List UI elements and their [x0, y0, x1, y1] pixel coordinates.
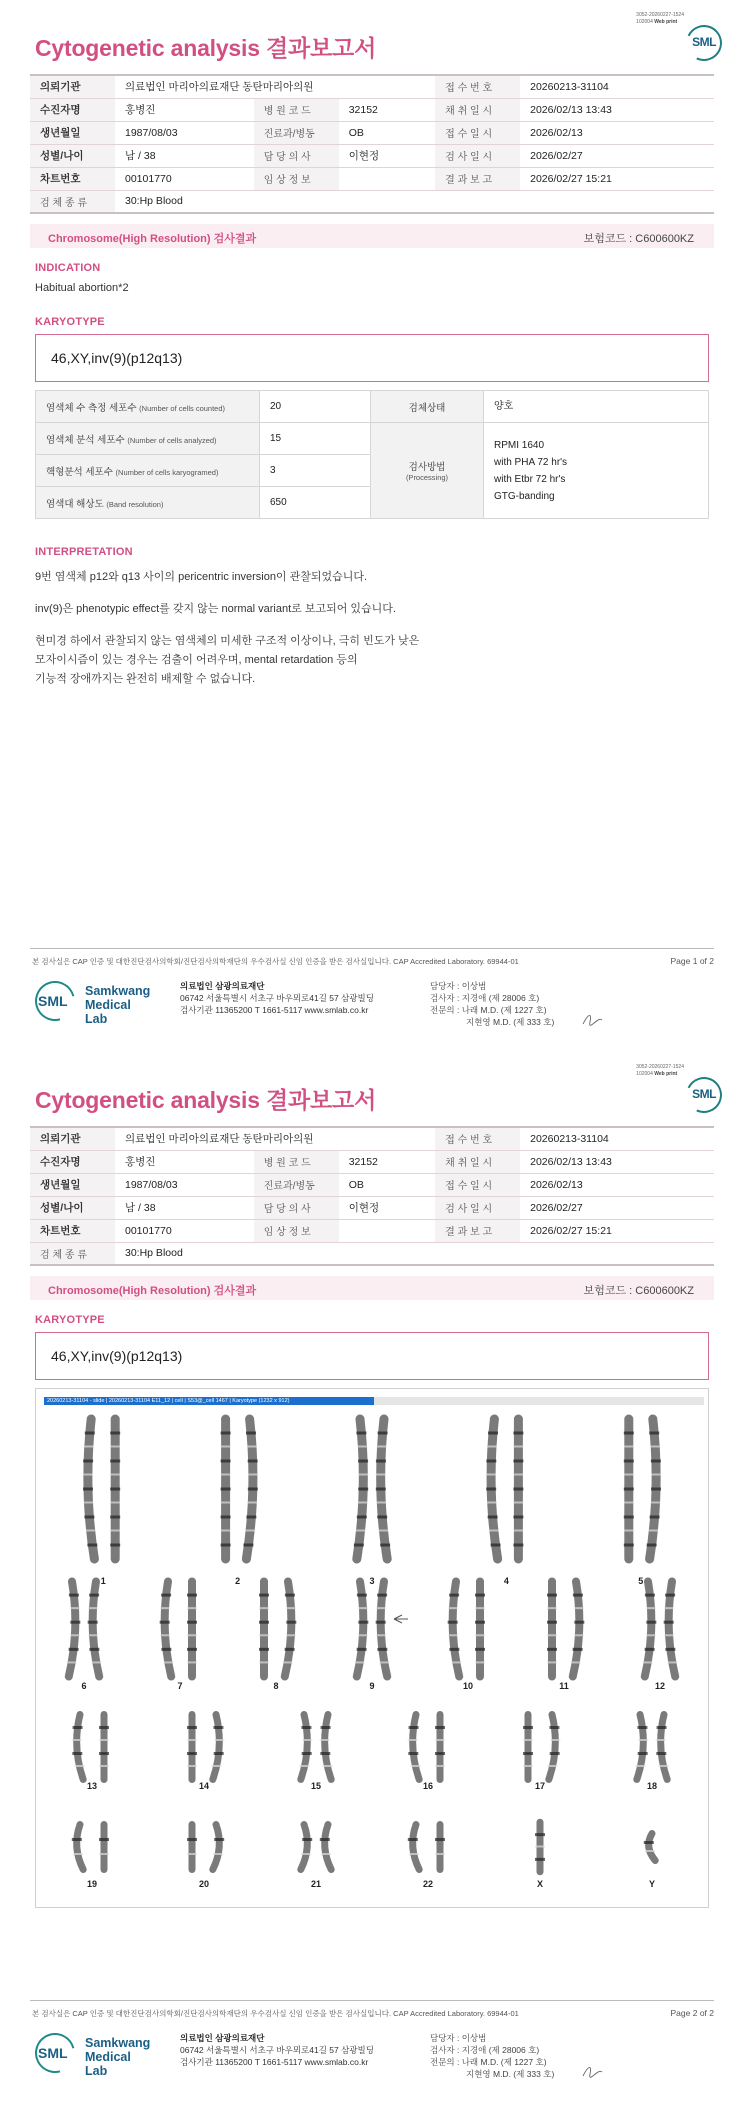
chromosome-pair-21 — [301, 1825, 331, 1890]
chromosome-pair-15 — [300, 1715, 333, 1792]
chromosome-label: 15 — [310, 1781, 322, 1791]
report-page-1: 3052-20260227-1524 102004 Web print Cytogenetic analysis 결과보고서 SML 의뢰기관 의료법인 마리아의료재단 동탄마리아의원 접 수 번 호 20260213-31104 수진자명 홍병진 병 원 코 드 32152 채 취 일 시 2026/02/13 13:43 생년월일 1987/08/03 진료과/병동 OB 접 수 일 시 2026/02/13 성별/나이 남 / 38 담 당 의 사 이현정 검 사 일 시 2026/02/27 차트번호 00101770 임 상 정 보 결 과 보 고 2026/02/27 15:21 검 체 종 류 30:Hp Blood Chromosome(High Resolution) 검사결과 보험코드 : C600600KZ INDICATION Habitual abortion*2 KARYOTYPE 46,XY,inv(9)(p12q13) 염색체 수 측정 세포수 (Number of cells counted) 20 검체상태 양호 염색체 분석 세포수 (Number of cells analyzed) 15 검사방법 (Processing) RPMI 1640 with PHA 72 hr's with Etbr 72 hr's GTG-banding 핵형분석 세포수 (Number of cells karyogramed) 3 염색대 해상도 (Band resolution) 650 INTERPRETATION 9번 염색체 p12와 q13 사이의 pericentric inversion이 관찰되었습니다. inv(9)은 phenotypic effect를 갖지 않는 normal variant로 보고되어 있습니다. 현미경 하에서 관찰되지 않는 염색체의 미세한 구조적 이상이나, 극히 빈도가 낮은 모자이시즘이 있는 경우는 검출이 어려우며, mental retardation 등의 기능적 장애까지는 완전히 배제할 수 없습니다. 본 검사실은 CAP 인증 및 대한진단검사의학회/진단검사의학재단의 우수검사실 신임 인증을 받은 검사실입니다. CAP Accredited Laboratory. 69944-01 Page 1 of 2 SML Samkwang Medical Lab 의료법인 삼광의료재단 06742 서울특별시 서초구 바우뫼로41길 57 삼광빌딩 검사기관 11365200 T 1661-5117 www.smlab.co.kr 담당자 : 이상범 검사자 : 지경애 (제 28006 호) 전문의 : 나래 M.D. (제 1227 호) 지현영 M.D. (제 333 호) — [0, 0, 744, 1052]
result-section-bar: Chromosome(High Resolution) 검사결과 보험코드 : C600600KZ — [30, 1276, 714, 1300]
chromosome-pair-2 — [221, 1419, 258, 1586]
chromosome-pair-18 — [636, 1715, 669, 1792]
karyotype-heading: KARYOTYPE — [35, 1314, 105, 1326]
interpretation-heading: INTERPRETATION — [35, 546, 133, 558]
chromosome-pair-11 — [547, 1582, 584, 1692]
chromosome-label: 6 — [81, 1681, 87, 1691]
chromosome-pair-5 — [624, 1419, 661, 1586]
samkwang-logo: SML Samkwang Medical Lab — [35, 975, 155, 1025]
chromosome-label: 14 — [198, 1781, 210, 1791]
chromosome-pair-9 — [355, 1582, 408, 1692]
karyotype-result: 46,XY,inv(9)(p12q13) — [51, 350, 183, 366]
chromosome-label: 5 — [638, 1576, 644, 1586]
chromosome-pair-12 — [643, 1582, 678, 1692]
report-page-2: 3052-20260227-1524 102004 Web print Cytogenetic analysis 결과보고서 SML 의뢰기관 의료법인 마리아의료재단 동탄마리아의원 접 수 번 호 20260213-31104 수진자명 홍병진 병 원 코 드 32152 채 취 일 시 2026/02/13 13:43 생년월일 1987/08/03 진료과/병동 OB 접 수 일 시 2026/02/13 성별/나이 남 / 38 담 당 의 사 이현정 검 사 일 시 2026/02/27 차트번호 00101770 임 상 정 보 결 과 보 고 2026/02/27 15:21 검 체 종 류 30:Hp Blood Chromosome(High Resolution) 검사결과 보험코드 : C600600KZ KARYOTYPE 46,XY,inv(9)(p12q13) 20260213-31104 - slide | 20260213-31104 E11_12 | cell | S53@_cell 1467 | Karyotype (1232 x 912) 1 2 3 4 5 6 7 8 9 10 11 12 13 14 15 16 17 18 19 20 21 22 X Y 본 검사실은 CAP 인증 및 대한진단검사의학회/진단검사의학재단의 우수검사실 신임 인증을 받은 검사실입니다. CAP Accredited Laboratory. 69944-01 Page 2 of 2 SML Samkwang Medical Lab 의료법인 삼광의료재단 06742 서울특별시 서초구 바우뫼로41길 57 삼광빌딩 검사기관 11365200 T 1661-5117 www.smlab.co.kr 담당자 : 이상범 검사자 : 지경애 (제 28006 호) 전문의 : 나래 M.D. (제 1227 호) 지현영 M.D. (제 333 호) — [0, 1052, 744, 2104]
chromosome-pair-1 — [83, 1419, 120, 1586]
chromosome-label: 18 — [646, 1781, 658, 1791]
karyotype-result: 46,XY,inv(9)(p12q13) — [51, 1348, 183, 1364]
chromosome-pair-4 — [486, 1419, 523, 1586]
result-section-bar: Chromosome(High Resolution) 검사결과 보험코드 : C600600KZ — [30, 224, 714, 248]
chromosome-label: 1 — [100, 1576, 106, 1586]
chromosome-pair-13 — [72, 1715, 109, 1792]
signature-icon — [580, 1008, 606, 1028]
print-tag: 3052-20260227-1524 102004 Web print — [636, 12, 684, 25]
chromosome-label: 22 — [422, 1879, 434, 1889]
chromosome-label: 13 — [86, 1781, 98, 1791]
samkwang-logo: SML Samkwang Medical Lab — [35, 2027, 155, 2077]
karyogram-chromosomes — [36, 1409, 708, 1907]
processing-method: RPMI 1640 with PHA 72 hr's with Etbr 72 hr's GTG-banding — [484, 423, 709, 519]
indication-text: Habitual abortion*2 — [35, 282, 129, 294]
karyotype-heading: KARYOTYPE — [35, 316, 105, 328]
patient-info-table: 의뢰기관 의료법인 마리아의료재단 동탄마리아의원 접 수 번 호 20260213-31104 수진자명 홍병진 병 원 코 드 32152 채 취 일 시 2026/02/13 13:43 생년월일 1987/08/03 진료과/병동 OB 접 수 일 시 2026/02/13 성별/나이 남 / 38 담 당 의 사 이현정 검 사 일 시 2026/02/27 차트번호 00101770 임 상 정 보 결 과 보 고 2026/02/27 15:21 검 체 종 류 30:Hp Blood — [30, 74, 714, 214]
chromosome-label: 10 — [462, 1681, 474, 1691]
karyotype-result-box — [35, 1332, 709, 1380]
karyogram-caption-bar: 20260213-31104 - slide | 20260213-31104 E11_12 | cell | S53@_cell 1467 | Karyotype (1232 x 912) — [44, 1397, 704, 1405]
report-title: Cytogenetic analysis 결과보고서 — [35, 35, 377, 61]
chromosome-label: 17 — [534, 1781, 546, 1791]
chromosome-label: 20 — [198, 1879, 210, 1889]
chromosome-label: X — [536, 1879, 544, 1889]
indication-heading: INDICATION — [35, 262, 101, 274]
chromosome-pair-3 — [354, 1419, 390, 1586]
chromosome-pair-6 — [67, 1582, 102, 1692]
cell-analysis-table: 염색체 수 측정 세포수 (Number of cells counted) 20 검체상태 양호 염색체 분석 세포수 (Number of cells analyzed) 15 검사방법 (Processing) RPMI 1640 with PHA 72 hr's with Etbr 72 hr's GTG-banding 핵형분석 세포수 (Number of cells karyogramed) 3 염색대 해상도 (Band resolution) 650 — [35, 390, 709, 519]
chromosome-pair-10 — [448, 1582, 485, 1692]
patient-info-table: 의뢰기관 의료법인 마리아의료재단 동탄마리아의원 접 수 번 호 20260213-31104 수진자명 홍병진 병 원 코 드 32152 채 취 일 시 2026/02/13 13:43 생년월일 1987/08/03 진료과/병동 OB 접 수 일 시 2026/02/13 성별/나이 남 / 38 담 당 의 사 이현정 검 사 일 시 2026/02/27 차트번호 00101770 임 상 정 보 결 과 보 고 2026/02/27 15:21 검 체 종 류 30:Hp Blood — [30, 1126, 714, 1266]
chromosome-label: 2 — [235, 1576, 241, 1586]
chromosome-label: 12 — [654, 1681, 666, 1691]
chromosome-label: 3 — [369, 1576, 375, 1586]
print-tag: 3052-20260227-1524 102004 Web print — [636, 1064, 684, 1077]
chromosome-label: 9 — [369, 1681, 375, 1691]
staff-list: 담당자 : 이상범 검사자 : 지경애 (제 28006 호) 전문의 : 나래 M.D. (제 1227 호) 지현영 M.D. (제 333 호) — [430, 981, 555, 1027]
chromosome-label: 16 — [422, 1781, 434, 1791]
chromosome-label: 8 — [273, 1681, 279, 1691]
staff-list: 담당자 : 이상범 검사자 : 지경애 (제 28006 호) 전문의 : 나래 M.D. (제 1227 호) 지현영 M.D. (제 333 호) — [430, 2033, 555, 2079]
chromosome-label: 19 — [86, 1879, 98, 1889]
report-title: Cytogenetic analysis 결과보고서 — [35, 1087, 377, 1113]
chromosome-pair-X — [535, 1822, 545, 1889]
chromosome-pair-19 — [72, 1825, 109, 1890]
chromosome-pair-20 — [187, 1825, 224, 1890]
inversion-arrow-icon — [394, 1615, 408, 1623]
karyogram-image — [35, 1388, 709, 1908]
chromosome-pair-Y — [644, 1834, 655, 1890]
chromosome-pair-16 — [408, 1715, 445, 1792]
lab-info: 의료법인 삼광의료재단 06742 서울특별시 서초구 바우뫼로41길 57 삼광빌딩 검사기관 11365200 T 1661-5117 www.smlab.co.kr — [180, 2033, 374, 2067]
chromosome-label: 21 — [310, 1879, 322, 1889]
chromosome-pair-17 — [523, 1715, 560, 1792]
sml-logo: SML — [686, 1077, 722, 1113]
chromosome-pair-7 — [160, 1582, 197, 1692]
chromosome-label: 11 — [559, 1681, 569, 1691]
karyotype-result-box — [35, 334, 709, 382]
sml-logo: SML — [686, 25, 722, 61]
lab-info: 의료법인 삼광의료재단 06742 서울특별시 서초구 바우뫼로41길 57 삼광빌딩 검사기관 11365200 T 1661-5117 www.smlab.co.kr — [180, 981, 374, 1015]
chromosome-pair-8 — [259, 1582, 296, 1692]
chromosome-pair-22 — [408, 1825, 445, 1890]
chromosome-pair-14 — [187, 1715, 224, 1792]
chromosome-label: 7 — [177, 1681, 183, 1691]
chromosome-label: Y — [648, 1879, 656, 1889]
signature-icon — [580, 2060, 606, 2080]
chromosome-label: 4 — [503, 1576, 509, 1586]
